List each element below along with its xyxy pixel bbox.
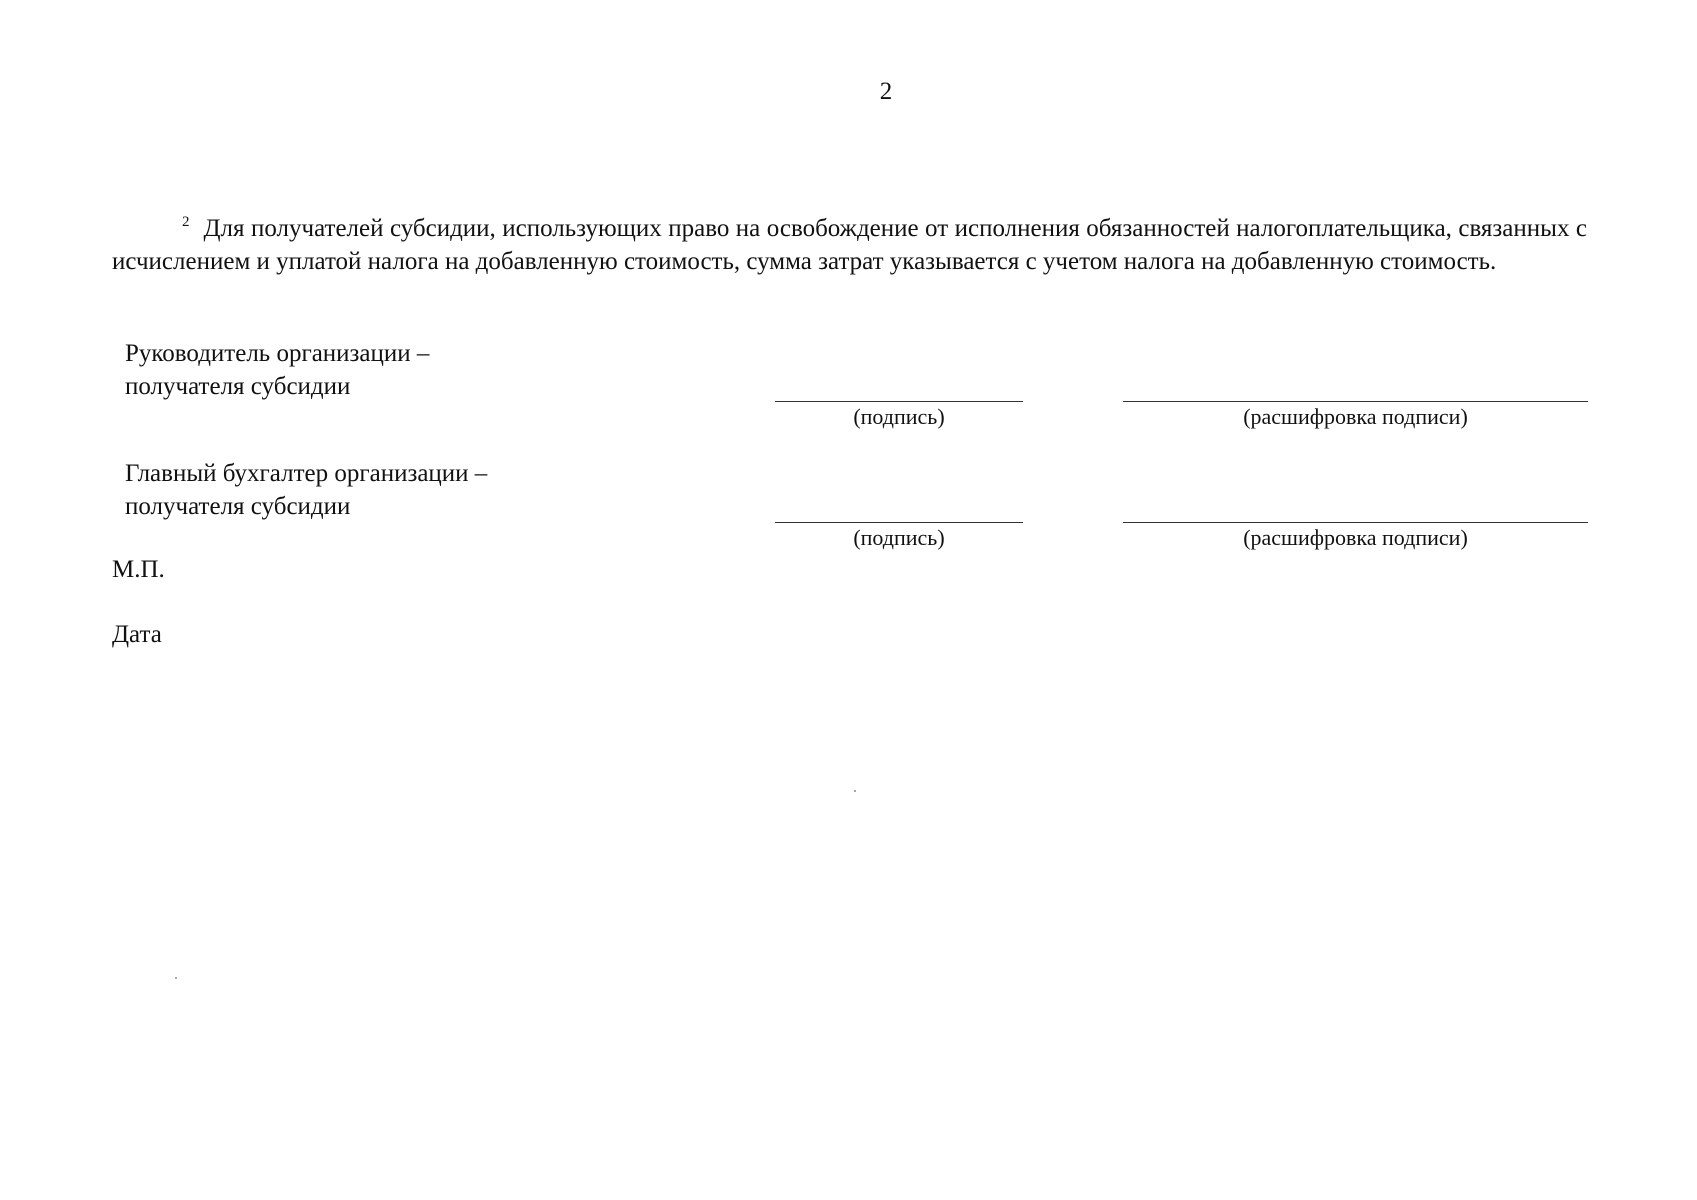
accountant-decoding-caption: (расшифровка подписи): [1243, 525, 1468, 550]
head-decoding-line[interactable]: [1123, 401, 1588, 402]
accountant-decoding-line[interactable]: [1123, 522, 1588, 523]
accountant-role-line1: Главный бухгалтер организации –: [125, 460, 488, 487]
head-signature-caption: (подпись): [853, 404, 945, 429]
scan-speck: [175, 977, 177, 979]
accountant-signature-caption: (подпись): [853, 525, 945, 550]
footnote: [112, 206, 1587, 278]
head-decoding-caption: (расшифровка подписи): [1243, 404, 1468, 429]
accountant-role-line2: получателя субсидии: [125, 493, 351, 520]
page-number: 2: [879, 78, 893, 105]
footnote-marker: 2: [182, 214, 190, 230]
date-label: Дата: [112, 621, 162, 648]
head-role-label: [125, 337, 429, 403]
head-signature-line[interactable]: [775, 401, 1023, 402]
scan-speck: [854, 790, 856, 792]
accountant-role-label: [125, 457, 487, 523]
stamp-label: М.П.: [112, 556, 165, 583]
head-role-line2: получателя субсидии: [125, 373, 351, 400]
accountant-signature-line[interactable]: [775, 522, 1023, 523]
footnote-text: Для получателей субсидии, использующих право на освобождение от исполнения обязанностей налогоплательщика, связанных с исчислением и уплатой налога на добавленную стоимость, сумма затрат указывается с учетом налога на добавленную стоимость.: [112, 215, 1587, 275]
head-role-line1: Руководитель организации –: [125, 340, 430, 367]
